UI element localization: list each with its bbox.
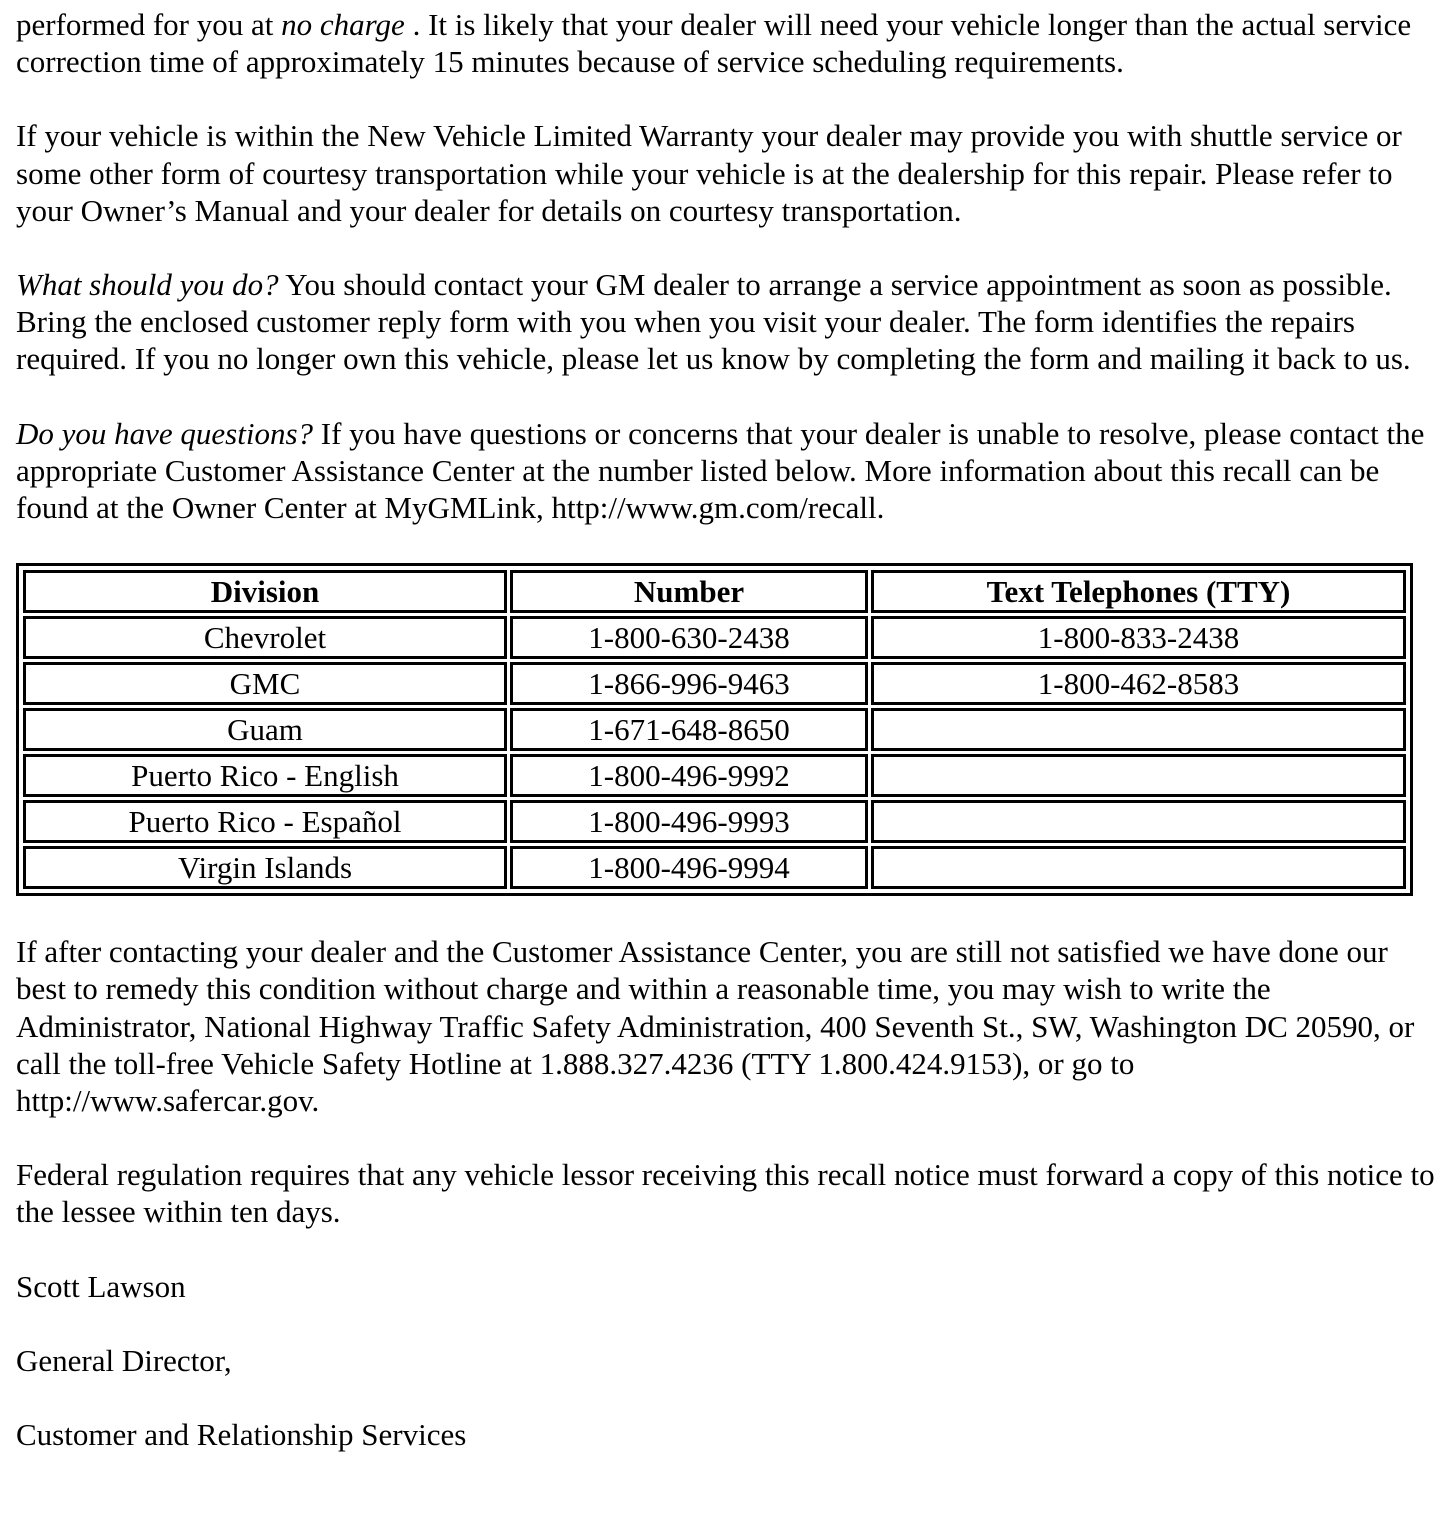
contact-table-frame — [16, 563, 1413, 896]
signature-title: General Director, — [16, 1342, 232, 1378]
table-row — [23, 616, 1406, 659]
text: performed for you at — [16, 7, 282, 42]
cell-number: 1-671-648-8650 — [510, 708, 868, 751]
signature-name: Scott Lawson — [16, 1268, 186, 1304]
cell-tty — [871, 800, 1406, 843]
document-page — [16, 0, 1436, 1453]
header-number: Number — [510, 570, 868, 613]
emphasis-no-charge: no charge — [281, 7, 405, 42]
table-row — [23, 846, 1406, 889]
text: If you have questions or concerns that your dealer is unable to resolve, please contact the appropriate Customer Assistance Center at the number listed below. More information about this recall can be found at the Owner Center at MyGMLink, http://www.gm.com/recall. — [16, 415, 1425, 526]
header-division: Division — [23, 570, 507, 613]
table-row — [23, 800, 1406, 843]
cell-division: GMC — [23, 662, 507, 705]
cell-number: 1-800-630-2438 — [510, 616, 868, 659]
heading-what-should-you-do: What should you do? — [16, 267, 279, 303]
cell-number: 1-866-996-9463 — [510, 662, 868, 705]
table-row — [23, 754, 1406, 797]
cell-division: Puerto Rico - Español — [23, 800, 507, 843]
paragraph-lessor: Federal regulation requires that any vehicle lessor receiving this recall notice must forward a copy of this notice to the lessee within ten days. — [16, 1157, 1435, 1230]
cell-division: Virgin Islands — [23, 846, 507, 889]
table-row — [23, 662, 1406, 705]
paragraph-courtesy-transport: If your vehicle is within the New Vehicle Limited Warranty your dealer may provide you with shuttle service or some other form of courtesy transportation while your vehicle is at the dealership for this repair. Please refer to your Owner’s Manual and your dealer for details on courtesy transportation. — [16, 118, 1402, 228]
heading-do-you-have-questions: Do you have questions? — [16, 415, 314, 451]
cell-division: Puerto Rico - English — [23, 754, 507, 797]
cell-tty: 1-800-462-8583 — [871, 662, 1406, 705]
table-header-row — [23, 570, 1406, 613]
paragraph-nhtsa: If after contacting your dealer and the Customer Assistance Center, you are still not satisfied we have done our best to remedy this condition without charge and within a reasonable time, you may wish to write the Administrator, National Highway Traffic Safety Administration, 400 Seventh St., SW, Washington DC 20590, or call the toll-free Vehicle Safety Hotline at 1.888.327.4236 (TTY 1.800.424.9153), or go to http://www.safercar.gov. — [16, 934, 1415, 1119]
paragraph-what-to-do — [16, 266, 1436, 378]
cell-tty — [871, 846, 1406, 889]
cell-tty — [871, 754, 1406, 797]
paragraph-service-time — [16, 6, 1436, 80]
text: You should contact your GM dealer to arrange a service appointment as soon as possible. Bring the enclosed customer reply form with you when you visit your dealer. The form identifies the repairs required. If you no longer own this vehicle, please let us know by completing the form and mailing it back to us. — [16, 267, 1411, 377]
cell-division: Chevrolet — [23, 616, 507, 659]
contact-table — [20, 567, 1409, 892]
table-row — [23, 708, 1406, 751]
cell-division: Guam — [23, 708, 507, 751]
paragraph-questions — [16, 415, 1436, 527]
cell-tty — [871, 708, 1406, 751]
text: . It is likely that your dealer will need your vehicle longer than the actual service correction time of approximately 15 minutes because of service scheduling requirements. — [16, 7, 1412, 80]
cell-number: 1-800-496-9993 — [510, 800, 868, 843]
signature-department: Customer and Relationship Services — [16, 1417, 467, 1453]
header-tty: Text Telephones (TTY) — [871, 570, 1406, 613]
cell-number: 1-800-496-9992 — [510, 754, 868, 797]
cell-tty: 1-800-833-2438 — [871, 616, 1406, 659]
cell-number: 1-800-496-9994 — [510, 846, 868, 889]
